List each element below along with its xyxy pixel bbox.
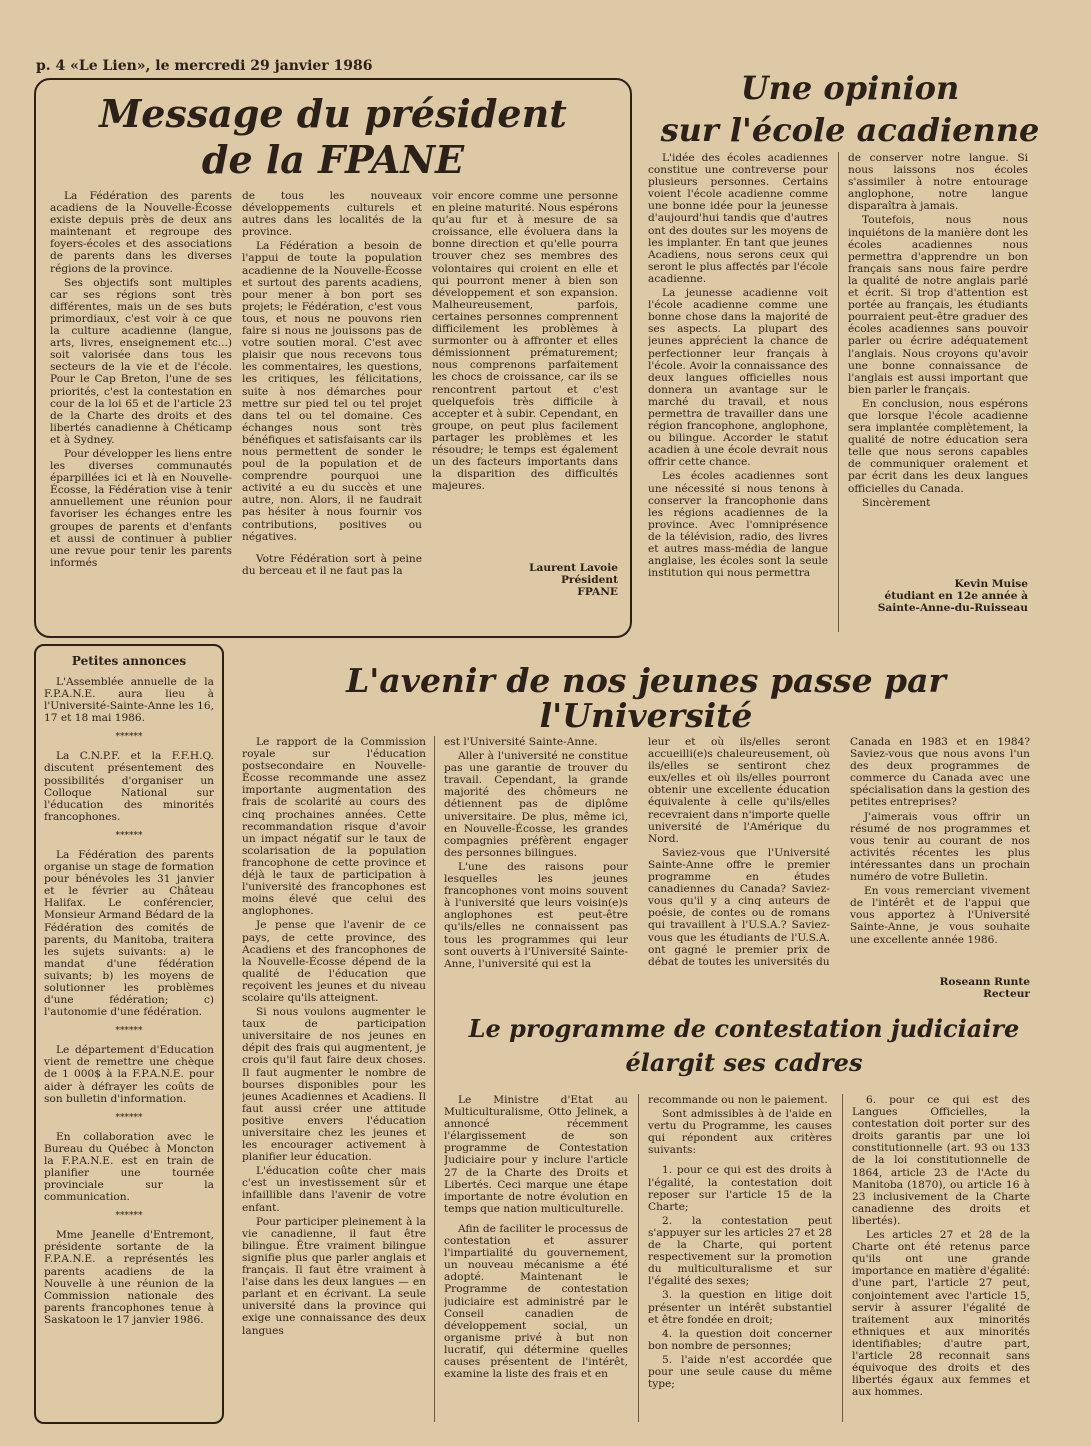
opinion-title-line2: sur l'école acadienne (660, 111, 1040, 149)
fpane-sig-org: FPANE (577, 586, 618, 599)
paragraph: La jeunesse acadienne voit l'école acadienne comme une bonne chose dans la majorité de ses aspects. La plupart des jeunes apprécient la chance de perfectionner leur français à l'école. Avoir la connaissance des deux langues officielles nous donnera un avantage sur le marché du travail, et nous permettra de travailler dans une région francophone, anglophone, ou bilingue. Accorder le statut acadien à une école devrait nous offrir cette chance. (648, 287, 828, 469)
annonce-item: L'Assemblée annuelle de la F.P.A.N.E. aura lieu à l'Université-Sainte-Anne les 16, 17 et 18 mai 1986. (44, 676, 214, 725)
column-rule (638, 1094, 639, 1422)
fpane-article (34, 78, 632, 638)
opinion-col-1 (648, 152, 828, 634)
paragraph: 4. la question doit concerner bon nombre de personnes; (648, 1327, 832, 1352)
fpane-title-line2: de la FPANE (201, 137, 465, 182)
contestation-col-3 (852, 1094, 1030, 1424)
annonce-item: En collaboration avec le Bureau du Québec à Moncton la F.P.A.N.E. est en train de planifier une tournée provinciale sur la communication. (44, 1130, 214, 1204)
paragraph: L'idée des écoles acadiennes constitue une contreverse pour plusieurs personnes. Certains voient l'école acadienne comme une bonne idée pour la jeunesse d'aujourd'hui tandis que d'autres ont des doutes sur les moyens de les implanter. En tant que jeunes Acadiens, nous serons ceux qui seront le plus affectés par l'école acadienne. (648, 152, 828, 285)
opinion-sig-line2: étudiant en 12e année à (884, 590, 1028, 603)
paragraph: de conserver notre langue. Si nous laissons nos écoles s'assimiler à notre entourage anglophone, notre langue disparaîtra à jamais. (848, 152, 1028, 213)
fpane-col-1 (50, 190, 232, 620)
paragraph: Toutefois, nous nous inquiétons de la manière dont les écoles acadiennes nous permettra d'apprendre un bon français sans nous faire perdre la qualité de notre anglais parlé et écrit. Si trop d'attention est portée au français, les étudiants pourraient peut-être graduer des écoles acadiennes sans pouvoir parler ou écrire adéquatement l'anglais. Nous croyons qu'avoir une bonne connaissance de l'anglais est aussi important que bien parler le français. (848, 214, 1028, 396)
paragraph: Votre Fédération sort à peine du berceau et il ne faut pas la (242, 552, 422, 577)
fpane-title-line1: Message du président (99, 91, 567, 136)
paragraph: 1. pour ce qui est des droits à l'égalité, la contestation doit reposer sur l'article 15 de la Charte; (648, 1164, 832, 1213)
column-rule (838, 152, 839, 632)
paragraph: Saviez-vous que l'Université Sainte-Anne offre le premier programme en études canadiennes du Canada? Saviez-vous qu'il y a cinq auteurs de poésie, de contes ou de romans qui travaillent à l'U.S.A.? Saviez-vous que les étudiants de l'U.S.A. ont gagné le premier prix de débat de toutes les universités du (648, 846, 830, 968)
opinion-signature (848, 578, 1028, 614)
fpane-sig-name: Laurent Lavoie (529, 562, 618, 574)
paragraph: Les articles 27 et 28 de la Charte ont été retenus parce qu'ils ont une grande importance en matière d'égalité: d'une part, l'article 27 peut, conjointement avec l'article 15, servir à assurer l'égalité de traitement aux minorités ethniques et aux minorités identifiables; d'autre part, l'article 28 reconnait sans équivoque des droits et des libertés égaux aux femmes et aux hommes. (852, 1229, 1030, 1399)
universite-col-2 (444, 736, 628, 1006)
paragraph: L'éducation coûte cher mais c'est un investissement sûr et infaillible dans l'avenir de votre enfant. (242, 1165, 426, 1214)
paragraph: Afin de faciliter le processus de contestation et assurer l'impartialité du gouvernement, un nouveau mécanisme a été adopté. Maintenant le Programme de contestation judiciaire est administré par le Conseil canadien de développement social, un organisme privé à but non lucratif, qui détermine quelles causes présentent de l'intérêt, examine la liste des frais et en (444, 1222, 628, 1381)
annonce-item: La C.N.P.F. et la F.F.H.Q. discutent présentement des possibilités d'organiser un Colloque National sur l'éducation des minorités francophones. (44, 750, 214, 823)
paragraph: Les écoles acadiennes sont une nécessité si nous tenons à conserver la francophonie dans les régions acadiennes de la province. Avec l'omniprésence de la télévision, radio, des livres et autres mass-média de langue anglaise, les écoles sont la seule institution qui nous permettra (648, 470, 828, 580)
paragraph: Le rapport de la Commission royale sur l'éducation postsecondaire en Nouvelle-Écosse recommande une assez importante augmentation des frais de scolarité au cours des cinq prochaines années. Cette recommandation risque d'avoir un impact négatif sur le taux de scolarisation de la population francophone de cette province et déjà le taux de participation à l'université des francophones est moins élevé que celui des anglophones. (242, 736, 426, 918)
opinion-sig-name: Kevin Muise (954, 578, 1028, 590)
universite-signature (850, 976, 1030, 1000)
annonces-box (34, 644, 224, 1424)
paragraph: 6. pour ce qui est des Langues Officielles, la contestation doit porter sur des droits garantis par une loi constitutionnelle (art. 93 ou 133 de la loi constitutionnelle de 1864, article 23 de l'Acte du Manitoba (1870), ou article 16 à 23 inclusivement de la Charte canadienne des droits et libertés). (852, 1094, 1030, 1227)
contestation-col-2 (648, 1094, 832, 1424)
column-rule (842, 1094, 843, 1422)
paragraph: La Fédération a besoin de l'appui de toute la population acadienne de la Nouvelle-Écosse et surtout des parents acadiens, pour mener à bon port ses projets; le Fédération, c'est vous tous, et nous ne pouvons rien faire si nous ne jouissons pas de votre soutien moral. C'est avec plaisir que nous recevons tous les commentaires, les questions, les critiques, les félicitations, suite à nos démarches pour mettre sur pied tel ou tel projet dans tel ou tel domaine. Ces échanges nous sont très bénéfiques et satisfaisants car ils nous permettent de sonder le poul de la population et de comprendre pourquoi une activité a eu du succès et une autre, non. Alors, il ne faudrait pas hésiter à nous fournir vos contributions, positives ou négatives. (242, 240, 422, 543)
paragraph: Pour développer les liens entre les diverses communautés éparpillées ici et là en Nouvelle-Écosse, la Fédération vise à tenir annuellement une réunion pour favoriser les échanges entre les groupes de parents et d'enfants et aussi de continuer à publier une revue pour tenir les parents informés (50, 447, 232, 569)
fpane-col-2 (242, 190, 422, 620)
column-rule (434, 736, 435, 1422)
opinion-sig-line3: Sainte-Anne-du-Ruisseau (877, 602, 1028, 615)
universite-sig-name: Roseann Runte (939, 976, 1030, 988)
paragraph: Sincèrement (862, 496, 931, 509)
paragraph: La Fédération des parents acadiens de la Nouvelle-Écosse existe depuis près de deux ans maintenant et regroupe des foyers-écoles et des associations de parents dans les diverses régions de la province. (50, 190, 232, 275)
paragraph: En conclusion, nous espérons que lorsque l'école acadienne sera implantée complètement, la qualité de notre éducation sera telle que nous serons capables de communiquer oralement et par écrit dans les deux langues officielles du Canada. (848, 397, 1028, 495)
annonce-item: La Fédération des parents organise un stage de formation pour bénévoles les 31 janvier et le février au Château Halifax. Le conférencier, Monsieur Armand Bédard de la Fédération des comités de parents, du Manitoba, traitera les sujets suivants: a) le mandat d'une fédération suivants; b) les moyens de solutionner les problèmes d'une fédération; c) l'autonomie d'une fédération. (44, 848, 214, 1019)
paragraph: leur et où ils/elles seront accueilli(e)s chaleureusement, où ils/elles se sentiront chez eux/elles et où ils/elles pourront obtenir une excellente éducation équivalente à celle qu'ils/elles recevraient dans n'importe quelle université de l'Amérique du Nord. (648, 736, 830, 845)
separator: ****** (115, 1211, 143, 1222)
universite-title: L'avenir de nos jeunes passe par l'Université (346, 661, 946, 735)
paragraph: est l'Université Sainte-Anne. (444, 736, 598, 748)
separator: ****** (115, 732, 143, 743)
contestation-col-1 (444, 1094, 628, 1424)
paragraph: Je pense que l'avenir de ce pays, de cette province, des Acadiens et des francophones de la Nouvelle-Écosse dépend de la qualité de l'éducation que reçoivent les jeunes et du niveau scolaire qu'ils atteignent. (242, 919, 426, 1004)
fpane-signature (432, 562, 618, 598)
paragraph: J'aimerais vous offrir un résumé de nos programmes et vous tenir au courant de nos activités récentes les plus intéressantes dans un prochain numéro de votre Bulletin. (850, 810, 1030, 884)
fpane-sig-role: Président (560, 574, 618, 587)
paragraph: de tous les nouveaux développements culturels et autres dans les localités de la province. (242, 190, 422, 239)
annonces-title: Petites annonces (71, 654, 187, 668)
paragraph: L'une des raisons pour lesquelles les jeunes francophones vont moins souvent à l'université que leurs voisin(e)s anglophones est peut-être qu'ils/elles ne connaissent pas tous les programmes qui leur sont ouverts à l'Université Sainte-Anne, l'université qui est la (444, 860, 628, 970)
paragraph: Pour participer pleinement à la vie canadienne, il faut être bilingue. Être vraiment bilingue signifie plus que parler anglais et français. Il faut être vraiment à l'aise dans les deux langues — en parlant et en écrivant. La seule université dans la province qui exige une connaissance des deux langues (242, 1215, 426, 1337)
paragraph: 3. la question en litige doit présenter un intérêt substantiel et être fondée en droit; (648, 1289, 832, 1326)
universite-col-1 (242, 736, 426, 1424)
universite-col-4 (850, 736, 1030, 972)
paragraph: recommande ou non le paiement. (648, 1094, 828, 1106)
annonces-list (36, 668, 222, 1326)
paragraph: Ses objectifs sont multiples car ses régions sont très différentes, mais un de ses buts primordiaux, c'est voir à ce que la culture acadienne (langue, arts, livres, enseignement etc...) soit valorisée dans tous les secteurs de la vie et de l'école. Pour le Cap Breton, l'une de ses priorités, c'est la contestation en cour de la loi 65 et de l'article 23 de la Charte des droits et des libertés canadienne à Chéticamp et à Sydney. (50, 276, 232, 446)
paragraph: Aller à l'université ne constitue pas une garantie de trouver du travail. Cependant, la grande majorité des chômeurs ne détiennent pas de diplôme universitaire. De plus, même ici, en Nouvelle-Écosse, les grandes compagnies préfèrent engager des personnes bilingues. (444, 750, 628, 859)
opinion-col-2 (848, 152, 1028, 572)
contestation-title-line2: élargit ses cadres (625, 1048, 863, 1077)
annonce-item: Mme Jeanelle d'Entremont, présidente sortante de la F.P.A.N.E. a représentés les parents acadiens de la Nouvelle à une réunion de la Commission nationale des parents francophones tenue à Saskatoon le 17 janvier 1986. (44, 1229, 214, 1326)
paragraph: 5. l'aide n'est accordée que pour une seule cause du même type; (648, 1353, 832, 1391)
opinion-title-line1: Une opinion (740, 69, 960, 107)
universite-sig-role: Recteur (983, 988, 1030, 1001)
universite-col-3 (648, 736, 830, 1006)
paragraph: Le Ministre d'Etat au Multiculturalisme, Otto Jelinek, a annoncé récemment l'élargissement de son programme de Contestation Judiciaire pour y inclure l'article 27 de la Charte des Droits et Libertés. Ceci marque une étape importante de notre évolution en temps que nation multiculturelle. (444, 1094, 628, 1215)
paragraph: Sont admissibles à de l'aide en vertu du Programme, les causes qui répondent aux critères suivants: (648, 1108, 832, 1157)
separator: ****** (115, 830, 143, 841)
separator: ****** (115, 1026, 143, 1037)
annonce-item: Le département d'Education vient de remettre une chèque de 1 000$ à la F.P.A.N.E. pour aider à défrayer les coûts de son bulletin d'information. (44, 1044, 214, 1105)
paragraph: Si nous voulons augmenter le taux de participation universitaire de nos jeunes en dépit des frais qui augmentent, je crois qu'il faut faire deux choses. Il faut augmenter le nombre de bourses disponibles pour les jeunes Acadiennes et Acadiens. Il faut aussi créer une attitude positive envers l'éducation universitaire chez les jeunes et les encourager activement à planifier leur éducation. (242, 1006, 426, 1164)
paragraph: Canada en 1983 et en 1984? Saviez-vous que nous avons l'un des deux programmes de commerce du Canada avec une spécialisation dans la gestion des petites entreprises? (850, 736, 1030, 809)
page-header: p. 4 «Le Lien», le mercredi 29 janvier 1986 (36, 58, 373, 74)
separator: ****** (115, 1112, 143, 1123)
paragraph: 2. la contestation peut s'appuyer sur les articles 27 et 28 de la Charte, qui portent respectivement sur la promotion du multiculturalisme et sur l'égalité des sexes; (648, 1214, 832, 1288)
paragraph: En vous remerciant vivement de l'intérêt et de l'appui que vous apportez à l'Université Sainte-Anne, je vous souhaite une excellente année 1986. (850, 885, 1030, 946)
contestation-title-line1: Le programme de contestation judiciaire (468, 1014, 1020, 1043)
paragraph: voir encore comme une personne en pleine maturité. Nous espérons qu'au fur et à mesure de sa croissance, elle évoluera dans la bonne direction et qu'elle pourra trouver chez ses membres des volontaires qui croient en elle et qui pourront mener à bien son développement et son expansion. Malheureusement, parfois, certaines personnes comprennent difficilement les problèmes à surmonter ou à affronter et elles démissionnent prématurement; nous comprenons parfaitement les chocs de croissance, car ils se rencontrent partout et c'est quelquefois très difficile à accepter et à subir. Cependant, en groupe, on peut plus facilement partager les problèmes et les résoudre; le temps est également un des facteurs importants dans la disparition des difficultés majeures. (432, 190, 618, 493)
fpane-col-3 (432, 190, 618, 560)
